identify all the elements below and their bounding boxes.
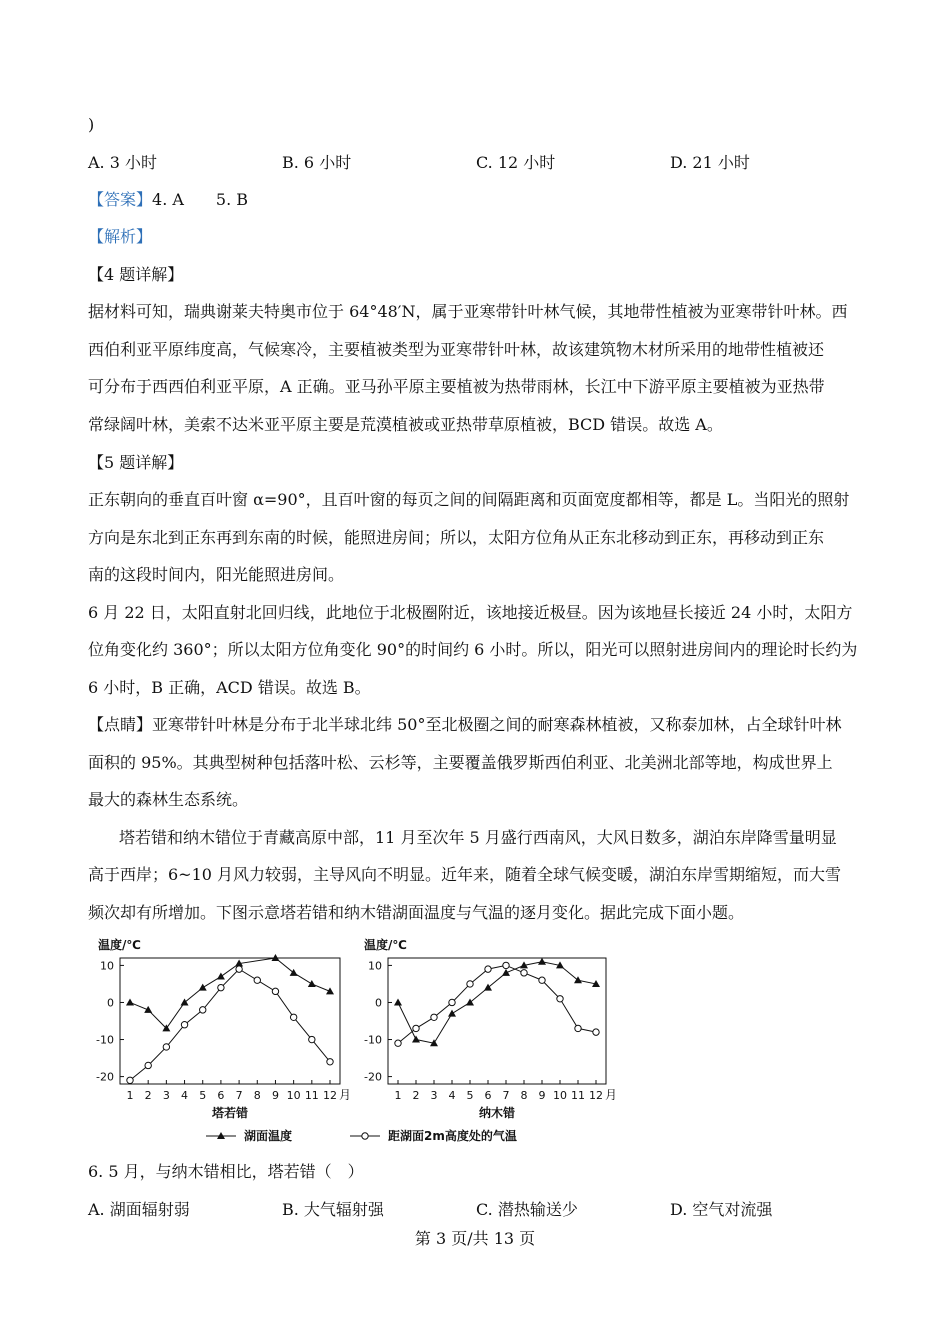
x-tick-label: 12 — [323, 1089, 337, 1102]
q5-line-6: 6 小时，B 正确，ACD 错误。故选 B。 — [88, 678, 371, 697]
lake-temp-point — [502, 969, 510, 976]
y-tick-label: -20 — [96, 1070, 114, 1084]
air-temp-point — [539, 977, 545, 983]
lake-temp-point — [199, 984, 207, 991]
q5-heading: 【5 题详解】 — [88, 453, 184, 472]
q6-stem: 6. 5 月，与纳木错相比，塔若错（ ） — [88, 1162, 364, 1181]
lake-temp-point — [126, 998, 134, 1005]
analysis-label: 【解析】 — [88, 227, 153, 246]
q4-line-2: 西伯利亚平原纬度高，气候寒冷，主要植被类型为亚寒带针叶林，故该建筑物木材所采用的地带性植被还 — [88, 340, 825, 359]
q5-line-5: 位角变化约 360°；所以太阳方位角变化 90°的时间约 6 小时。所以，阳光可以照射进房间内的理论时长约为 — [88, 640, 858, 659]
x-tick-label: 11 — [571, 1089, 585, 1102]
air-temp-point — [593, 1029, 599, 1035]
x-tick-label: 4 — [448, 1089, 456, 1102]
x-tick-label: 1 — [126, 1089, 134, 1102]
q4-heading: 【4 题详解】 — [88, 265, 184, 284]
q4-line-1: 据材料可知，瑞典谢莱夫特奥市位于 64°48′N，属于亚寒带针叶林气候，其地带性植被为亚寒带针叶林。西 — [88, 302, 848, 321]
air-temp-point — [467, 981, 473, 987]
y-axis-label-2: 温度/℃ — [364, 938, 407, 952]
x-tick-label: 1 — [394, 1089, 402, 1102]
x-tick-label: 10 — [286, 1089, 301, 1102]
x-tick-label: 2 — [412, 1089, 420, 1102]
q6-option-a: A. 湖面辐射弱 — [88, 1200, 190, 1219]
lake-temp-point — [217, 973, 225, 980]
lake-temp-point — [181, 998, 189, 1005]
x-tick-label: 6 — [484, 1089, 492, 1102]
air-temp-point — [290, 1014, 296, 1020]
x-tick-label: 8 — [520, 1089, 528, 1102]
temperature-chart — [88, 934, 628, 1149]
air-temp-point — [575, 1025, 581, 1031]
q5-line-3: 南的这段时间内，阳光能照进房间。 — [88, 565, 345, 584]
x-tick-label: 6 — [217, 1089, 225, 1102]
x-axis-unit-1: 月 — [339, 1088, 352, 1102]
series-line-1-2 — [130, 969, 330, 1080]
tip-line-2: 面积的 95%。其典型树种包括落叶松、云杉等，主要覆盖俄罗斯西伯利亚、北美洲北部等地，构成世界上 — [88, 753, 833, 772]
chart-title-1: 塔若错 — [211, 1106, 249, 1120]
plot-frame-1 — [120, 958, 340, 1084]
q6-option-d: D. 空气对流强 — [670, 1200, 773, 1219]
x-tick-label: 11 — [304, 1089, 319, 1102]
series-line-1-1 — [130, 958, 330, 1028]
lake-temp-point — [448, 1010, 456, 1017]
x-tick-label: 12 — [589, 1089, 603, 1102]
answer-line — [88, 189, 248, 211]
lake-temp-point — [394, 998, 402, 1005]
legend-label-lake: 湖面温度 — [244, 1129, 293, 1143]
x-axis-unit-2: 月 — [605, 1088, 618, 1102]
q5-line-4: 6 月 22 日，太阳直射北回归线，此地位于北极圈附近，该地接近极昼。因为该地昼长接近 24 小时，太阳方 — [88, 603, 853, 622]
lake-temp-point — [326, 987, 334, 994]
air-temp-point — [503, 962, 509, 968]
x-tick-label: 3 — [430, 1089, 438, 1102]
tip-label: 【点睛】 — [88, 715, 153, 734]
lake-temp-point — [290, 969, 298, 976]
air-temp-point — [327, 1059, 333, 1065]
y-tick-label: 10 — [368, 959, 382, 973]
air-temp-point — [254, 977, 260, 983]
air-temp-point — [309, 1036, 315, 1042]
x-tick-label: 3 — [162, 1089, 170, 1102]
lake-temp-point — [144, 1006, 152, 1013]
q4-line-3: 可分布于西西伯利亚平原，A 正确。亚马孙平原主要植被为热带雨林，长江中下游平原主要植被为亚热带 — [88, 377, 825, 396]
x-tick-label: 9 — [538, 1089, 546, 1102]
air-temp-point — [236, 966, 242, 972]
y-tick-label: -20 — [364, 1070, 382, 1084]
chart-title-2: 纳木错 — [478, 1106, 516, 1120]
lake-temp-point — [308, 980, 316, 987]
x-tick-label: 10 — [553, 1089, 567, 1102]
option-c: C. 12 小时 — [476, 153, 556, 172]
passage-line-2: 高于西岸；6~10 月风力较弱，主导风向不明显。近年来，随着全球气候变暖，湖泊东岸雪期缩短，而大雪 — [88, 865, 842, 884]
series-line-2-1 — [398, 962, 596, 1044]
x-tick-label: 5 — [466, 1089, 474, 1102]
legend-label-air: 距湖面2m高度处的气温 — [388, 1129, 517, 1143]
y-tick-label: -10 — [96, 1033, 114, 1047]
air-temp-point — [200, 1007, 206, 1013]
air-temp-point — [521, 970, 527, 976]
air-temp-point — [145, 1062, 151, 1068]
q6-option-c: C. 潜热输送少 — [476, 1200, 578, 1219]
answer-label: 【答案】 — [88, 190, 153, 209]
q5-line-1: 正东朝向的垂直百叶窗 α=90°，且百叶窗的每页之间的间隔距离和页面宽度都相等，都是 L。当阳光的照射 — [88, 490, 850, 509]
q6-option-b: B. 大气辐射强 — [282, 1200, 384, 1219]
y-axis-label-1: 温度/℃ — [98, 938, 141, 952]
y-tick-label: 0 — [375, 996, 382, 1010]
passage-line-3: 频次却有所增加。下图示意塔若错和纳木错湖面温度与气温的逐月变化。据此完成下面小题。 — [88, 903, 745, 922]
x-tick-label: 7 — [235, 1089, 243, 1102]
x-tick-label: 5 — [199, 1089, 207, 1102]
temperature-chart-figure — [88, 934, 628, 1149]
tip-text-1: 亚寒带针叶林是分布于北半球北纬 50°至北极圈之间的耐寒森林植被，又称泰加林，占全球针叶林 — [152, 715, 842, 734]
x-tick-label: 4 — [181, 1089, 189, 1102]
lake-temp-point — [412, 1036, 420, 1043]
air-temp-point — [163, 1044, 169, 1050]
lake-temp-point — [538, 958, 546, 965]
q4-line-4: 常绿阔叶林，美索不达米亚平原主要是荒漠植被或亚热带草原植被，BCD 错误。故选 A。 — [88, 415, 723, 434]
passage-line-1: 塔若错和纳木错位于青藏高原中部，11 月至次年 5 月盛行西南风，大风日数多，湖泊东岸降雪量明显 — [119, 828, 837, 847]
option-b: B. 6 小时 — [282, 153, 352, 172]
page-footer: 第 3 页/共 13 页 — [414, 1229, 536, 1248]
air-temp-point — [272, 988, 278, 994]
series-line-2-2 — [398, 965, 596, 1043]
tip-line-1 — [88, 714, 841, 736]
legend-circle-icon — [362, 1133, 368, 1139]
q5-line-2: 方向是东北到正东再到东南的时候，能照进房间；所以，太阳方位角从正东北移动到正东，再移动到正东 — [88, 528, 825, 547]
air-temp-point — [449, 999, 455, 1005]
air-temp-point — [218, 984, 224, 990]
x-tick-label: 9 — [271, 1089, 279, 1102]
air-temp-point — [127, 1077, 133, 1083]
tip-line-3: 最大的森林生态系统。 — [88, 790, 249, 809]
y-tick-label: 0 — [107, 996, 114, 1010]
air-temp-point — [413, 1025, 419, 1031]
option-a: A. 3 小时 — [88, 153, 157, 172]
answer-text: 4. A 5. B — [152, 190, 249, 209]
x-tick-label: 2 — [144, 1089, 152, 1102]
air-temp-point — [395, 1040, 401, 1046]
air-temp-point — [181, 1022, 187, 1028]
question-stem-tail: ) — [88, 115, 95, 134]
air-temp-point — [557, 996, 563, 1002]
air-temp-point — [431, 1014, 437, 1020]
y-tick-label: 10 — [100, 959, 114, 973]
air-temp-point — [485, 966, 491, 972]
y-tick-label: -10 — [364, 1033, 382, 1047]
x-tick-label: 8 — [253, 1089, 261, 1102]
x-tick-label: 7 — [502, 1089, 510, 1102]
option-d: D. 21 小时 — [670, 153, 750, 172]
